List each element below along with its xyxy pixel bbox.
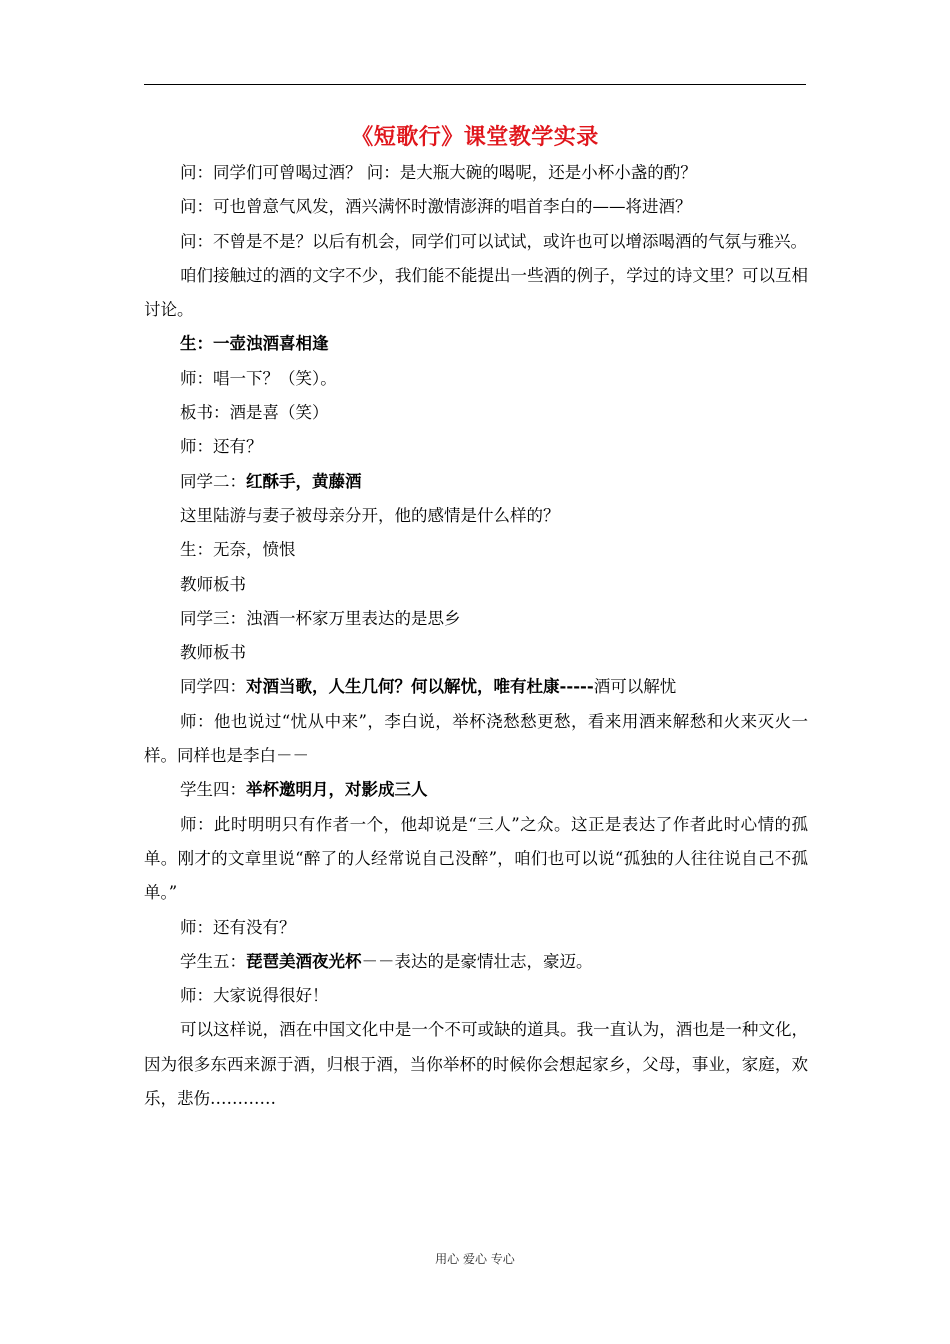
paragraph <box>144 979 808 1013</box>
paragraph <box>144 225 808 259</box>
text-run: 师：此时明明只有作者一个，他却说是“三人”之众。这正是表达了作者此时心情的孤单。刚才的文章里说“醉了的人经常说自己没醉”，咱们也可以说“孤独的人往往说自己不孤单。” <box>144 814 808 903</box>
paragraph <box>144 911 808 945</box>
text-run: 教师板书 <box>180 643 246 663</box>
paragraph <box>144 362 808 396</box>
text-run: 可以这样说，酒在中国文化中是一个不可或缺的道具。我一直认为，酒也是一种文化，因为很多东西来源于酒，归根于酒，当你举杯的时候你会想起家乡，父母，事业，家庭，欢乐，悲伤………… <box>144 1020 808 1109</box>
paragraph <box>144 670 808 704</box>
text-run: 板书：酒是喜（笑） <box>180 403 329 423</box>
text-run: 问：可也曾意气风发，酒兴满怀时激情澎湃的唱首李白的——将进酒？ <box>180 197 692 217</box>
paragraph <box>144 945 808 979</box>
text-run: 师：还有？ <box>180 437 263 457</box>
paragraph <box>144 636 808 670</box>
text-run: 问：同学们可曾喝过酒？ 问：是大瓶大碗的喝呢，还是小杯小盏的酌？ <box>180 163 697 182</box>
paragraph <box>144 259 808 328</box>
text-run: 师：唱一下？（笑）。 <box>180 368 337 388</box>
document-title: 《短歌行》课堂教学实录 <box>351 124 599 150</box>
bold-text-run: 对酒当歌，人生几何？何以解忧，唯有杜康----- <box>246 677 594 697</box>
text-run: 师：大家说得很好！ <box>180 986 329 1006</box>
text-run: 咱们接触过的酒的文字不少，我们能不能提出一些酒的例子，学过的诗文里？可以互相讨论。 <box>144 265 808 320</box>
paragraph <box>144 705 808 774</box>
text-run: 问：不曾是不是？以后有机会，同学们可以试试，或许也可以增添喝酒的气氛与雅兴。 <box>180 231 807 251</box>
text-run: 酒可以解忧 <box>593 677 677 697</box>
text-run: 同学二： <box>180 471 246 491</box>
paragraph <box>144 533 808 567</box>
paragraph <box>144 602 808 636</box>
paragraph <box>144 1013 808 1116</box>
bold-text-run: 举杯邀明月，对影成三人 <box>246 780 428 800</box>
text-run: 教师板书 <box>180 574 246 594</box>
bold-text-run: 一壶浊酒喜相逢 <box>213 334 329 354</box>
bold-text-run: 生： <box>180 334 213 354</box>
paragraph <box>144 190 808 224</box>
text-run: 同学三：浊酒一杯家万里表达的是思乡 <box>180 608 461 628</box>
paragraph <box>144 499 808 533</box>
text-run: 学生四： <box>180 780 246 800</box>
page-footer: 用心 爱心 专心 <box>435 1252 515 1266</box>
text-run: 学生五： <box>180 951 246 971</box>
paragraph <box>144 773 808 807</box>
bold-text-run: 红酥手，黄藤酒 <box>246 471 362 491</box>
bold-text-run: 琵琶美酒夜光杯 <box>246 951 362 971</box>
text-run: 这里陆游与妻子被母亲分开，他的感情是什么样的？ <box>180 505 560 525</box>
paragraph <box>144 568 808 602</box>
text-run: 师：还有没有？ <box>180 917 296 937</box>
header-rule <box>144 84 806 85</box>
paragraph <box>144 465 808 499</box>
paragraph <box>144 808 808 911</box>
text-run: 同学四： <box>180 677 246 697</box>
paragraph <box>144 327 808 361</box>
text-run: 生：无奈，愤恨 <box>180 540 296 560</box>
paragraph <box>144 156 808 190</box>
text-run: 师：他也说过“忧从中来”，李白说，举杯浇愁愁更愁，看来用酒来解愁和火来灭火一样。同样也是李白－－ <box>144 711 808 766</box>
document-body <box>144 156 808 1116</box>
text-run: －－表达的是豪情壮志，豪迈。 <box>361 951 593 971</box>
paragraph <box>144 430 808 464</box>
paragraph <box>144 396 808 430</box>
